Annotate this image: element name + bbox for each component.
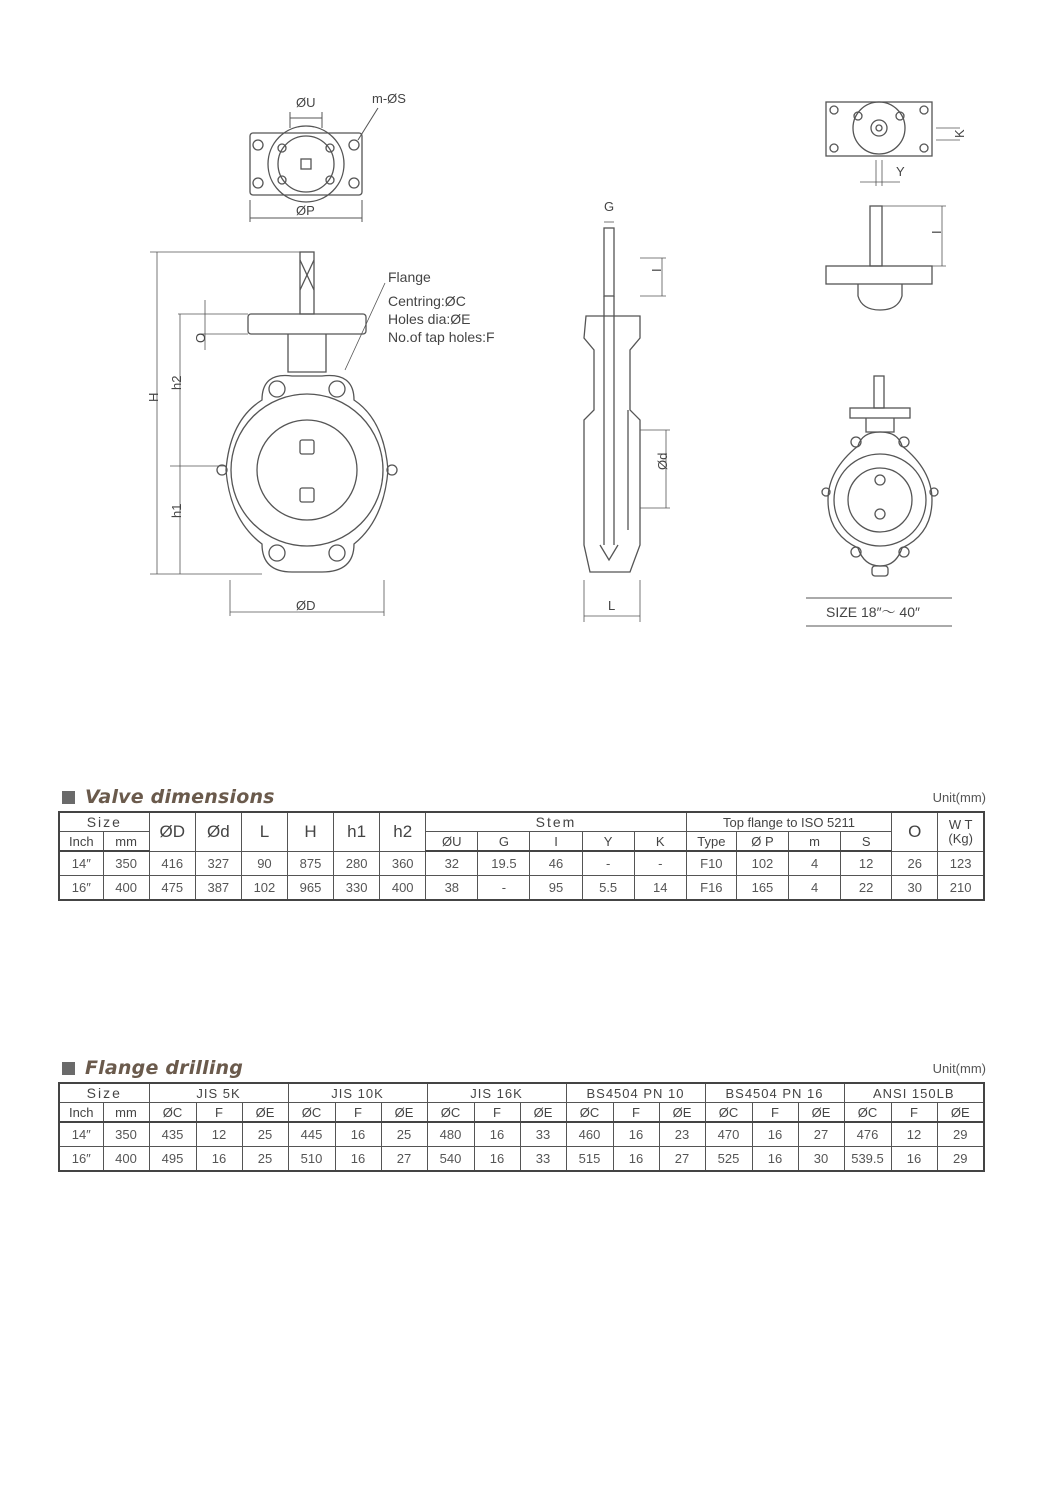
sub-C: ØC xyxy=(844,1103,891,1123)
heading-square-icon xyxy=(62,1062,75,1075)
col-jis5k: JIS 5K xyxy=(149,1083,288,1103)
sub-E: ØE xyxy=(381,1103,427,1123)
cell: 400 xyxy=(380,876,426,901)
dim-L: L xyxy=(608,598,616,613)
cell: F10 xyxy=(686,851,736,876)
cell: 350 xyxy=(103,851,149,876)
col-H: H xyxy=(287,812,333,851)
sub-inch: Inch xyxy=(59,1103,103,1123)
table-row xyxy=(59,876,984,901)
dim-h1: h1 xyxy=(169,503,184,518)
cell: 330 xyxy=(334,876,380,901)
sub-F: F xyxy=(196,1103,242,1123)
cell: 5.5 xyxy=(582,876,634,901)
cell: 29 xyxy=(937,1122,984,1147)
cell: 435 xyxy=(149,1122,196,1147)
cell: 33 xyxy=(520,1147,566,1172)
cell: 16 xyxy=(474,1147,520,1172)
flange-drilling-heading xyxy=(62,1057,243,1079)
valve-dimensions-heading xyxy=(62,786,275,808)
col-weight: W T (Kg) xyxy=(938,812,984,851)
small-flange-view xyxy=(826,102,960,310)
col-D: ØD xyxy=(149,812,195,851)
dim-D: ØD xyxy=(296,598,316,613)
dim-d: Ød xyxy=(655,452,670,470)
cell: 27 xyxy=(381,1147,427,1172)
cell: 480 xyxy=(427,1122,474,1147)
callout-tap-holes: No.of tap holes:F xyxy=(388,329,495,345)
sub-I: I xyxy=(530,832,582,852)
cell: 540 xyxy=(427,1147,474,1172)
cell: - xyxy=(478,876,530,901)
cell: 400 xyxy=(103,1147,149,1172)
cell: 165 xyxy=(736,876,788,901)
cell: 16 xyxy=(335,1122,381,1147)
sub-C: ØC xyxy=(705,1103,752,1123)
cell: 30 xyxy=(892,876,938,901)
dim-K: K xyxy=(952,129,967,138)
cell: - xyxy=(582,851,634,876)
sub-inch: Inch xyxy=(59,832,103,852)
sub-U: ØU xyxy=(426,832,478,852)
sub-P: Ø P xyxy=(736,832,788,852)
cell: 14″ xyxy=(59,1122,103,1147)
cell: 16 xyxy=(335,1147,381,1172)
dim-Y: Y xyxy=(896,164,905,179)
sub-C: ØC xyxy=(427,1103,474,1123)
cell: 400 xyxy=(103,876,149,901)
label-P: ØP xyxy=(296,203,315,218)
col-d: Ød xyxy=(195,812,241,851)
sub-type: Type xyxy=(686,832,736,852)
cell: 16 xyxy=(752,1147,798,1172)
cell: 16″ xyxy=(59,876,103,901)
cell: 123 xyxy=(938,851,984,876)
cell: 25 xyxy=(242,1147,288,1172)
table-row xyxy=(59,1147,984,1172)
cell: 33 xyxy=(520,1122,566,1147)
sub-F: F xyxy=(613,1103,659,1123)
col-size: Size xyxy=(59,812,149,832)
dim-G: G xyxy=(604,199,615,214)
cell: 90 xyxy=(241,851,287,876)
callout-flange: Flange xyxy=(388,269,431,285)
cell: 495 xyxy=(149,1147,196,1172)
cell: 460 xyxy=(566,1122,613,1147)
cell: 16 xyxy=(891,1147,937,1172)
cell: 360 xyxy=(380,851,426,876)
sub-E: ØE xyxy=(798,1103,844,1123)
col-bs-pn16: BS4504 PN 16 xyxy=(705,1083,844,1103)
cell: - xyxy=(634,851,686,876)
cell: 102 xyxy=(736,851,788,876)
cell: 4 xyxy=(789,851,841,876)
cell: 16″ xyxy=(59,1147,103,1172)
cell: 16 xyxy=(196,1147,242,1172)
col-h2: h2 xyxy=(380,812,426,851)
side-section-view xyxy=(584,222,670,622)
sub-C: ØC xyxy=(566,1103,613,1123)
cell: 539.5 xyxy=(844,1147,891,1172)
front-view xyxy=(150,252,397,616)
cell: 510 xyxy=(288,1147,335,1172)
label-mS: m-ØS xyxy=(372,91,406,106)
cell: 16 xyxy=(613,1122,659,1147)
cell: 32 xyxy=(426,851,478,876)
col-L: L xyxy=(241,812,287,851)
valve-unit-label: Unit(mm) xyxy=(932,790,986,805)
cell: 4 xyxy=(789,876,841,901)
cell: 27 xyxy=(659,1147,705,1172)
dim-H: H xyxy=(146,392,161,402)
valve-technical-drawing xyxy=(0,0,1060,680)
cell: 875 xyxy=(287,851,333,876)
col-O: O xyxy=(892,812,938,851)
cell: F16 xyxy=(686,876,736,901)
cell: 475 xyxy=(149,876,195,901)
cell: 23 xyxy=(659,1122,705,1147)
sub-mm: mm xyxy=(103,1103,149,1123)
flange-drilling-table xyxy=(58,1082,985,1172)
col-top-flange: Top flange to ISO 5211 xyxy=(686,812,891,832)
sub-Y: Y xyxy=(582,832,634,852)
small-front-view xyxy=(806,376,952,626)
cell: 12 xyxy=(196,1122,242,1147)
cell: 327 xyxy=(195,851,241,876)
cell: 16 xyxy=(752,1122,798,1147)
cell: 25 xyxy=(242,1122,288,1147)
cell: 515 xyxy=(566,1147,613,1172)
flange-unit-label: Unit(mm) xyxy=(932,1061,986,1076)
size-range-label: SIZE 18″～ 40″ xyxy=(826,604,920,620)
sub-E: ØE xyxy=(659,1103,705,1123)
col-jis16k: JIS 16K xyxy=(427,1083,566,1103)
dim-h2: h2 xyxy=(169,375,184,390)
cell: 95 xyxy=(530,876,582,901)
cell: 445 xyxy=(288,1122,335,1147)
cell: 12 xyxy=(891,1122,937,1147)
cell: 280 xyxy=(334,851,380,876)
sub-E: ØE xyxy=(937,1103,984,1123)
label-U: ØU xyxy=(296,95,316,110)
dim-I-side: I xyxy=(649,268,664,272)
callout-holes: Holes dia:ØE xyxy=(388,311,471,327)
table-row xyxy=(59,851,984,876)
cell: 525 xyxy=(705,1147,752,1172)
col-h1: h1 xyxy=(334,812,380,851)
sub-F: F xyxy=(891,1103,937,1123)
cell: 387 xyxy=(195,876,241,901)
sub-m: m xyxy=(789,832,841,852)
sub-E: ØE xyxy=(242,1103,288,1123)
cell: 22 xyxy=(841,876,892,901)
sub-F: F xyxy=(474,1103,520,1123)
col-stem: Stem xyxy=(426,812,687,832)
cell: 350 xyxy=(103,1122,149,1147)
sub-K: K xyxy=(634,832,686,852)
cell: 965 xyxy=(287,876,333,901)
heading-square-icon xyxy=(62,791,75,804)
valve-dimensions-title: Valve dimensions xyxy=(85,786,275,808)
cell: 14 xyxy=(634,876,686,901)
sub-mm: mm xyxy=(103,832,149,852)
cell: 29 xyxy=(937,1147,984,1172)
sub-G: G xyxy=(478,832,530,852)
sub-C: ØC xyxy=(149,1103,196,1123)
cell: 210 xyxy=(938,876,984,901)
cell: 470 xyxy=(705,1122,752,1147)
cell: 26 xyxy=(892,851,938,876)
valve-dimensions-table xyxy=(58,811,985,901)
cell: 46 xyxy=(530,851,582,876)
sub-F: F xyxy=(752,1103,798,1123)
sub-E: ØE xyxy=(520,1103,566,1123)
table-row xyxy=(59,1122,984,1147)
cell: 27 xyxy=(798,1122,844,1147)
cell: 25 xyxy=(381,1122,427,1147)
sub-F: F xyxy=(335,1103,381,1123)
cell: 16 xyxy=(613,1147,659,1172)
col-jis10k: JIS 10K xyxy=(288,1083,427,1103)
cell: 19.5 xyxy=(478,851,530,876)
cell: 476 xyxy=(844,1122,891,1147)
col-size: Size xyxy=(59,1083,149,1103)
cell: 14″ xyxy=(59,851,103,876)
cell: 416 xyxy=(149,851,195,876)
col-bs-pn10: BS4504 PN 10 xyxy=(566,1083,705,1103)
dim-I-small: I xyxy=(929,230,944,234)
cell: 30 xyxy=(798,1147,844,1172)
dim-O: O xyxy=(193,332,208,343)
sub-C: ØC xyxy=(288,1103,335,1123)
flange-drilling-title: Flange drilling xyxy=(85,1057,244,1079)
sub-S: S xyxy=(841,832,892,852)
callout-centring: Centring:ØC xyxy=(388,293,466,309)
cell: 16 xyxy=(474,1122,520,1147)
cell: 12 xyxy=(841,851,892,876)
cell: 102 xyxy=(241,876,287,901)
cell: 38 xyxy=(426,876,478,901)
col-ansi150: ANSI 150LB xyxy=(844,1083,984,1103)
